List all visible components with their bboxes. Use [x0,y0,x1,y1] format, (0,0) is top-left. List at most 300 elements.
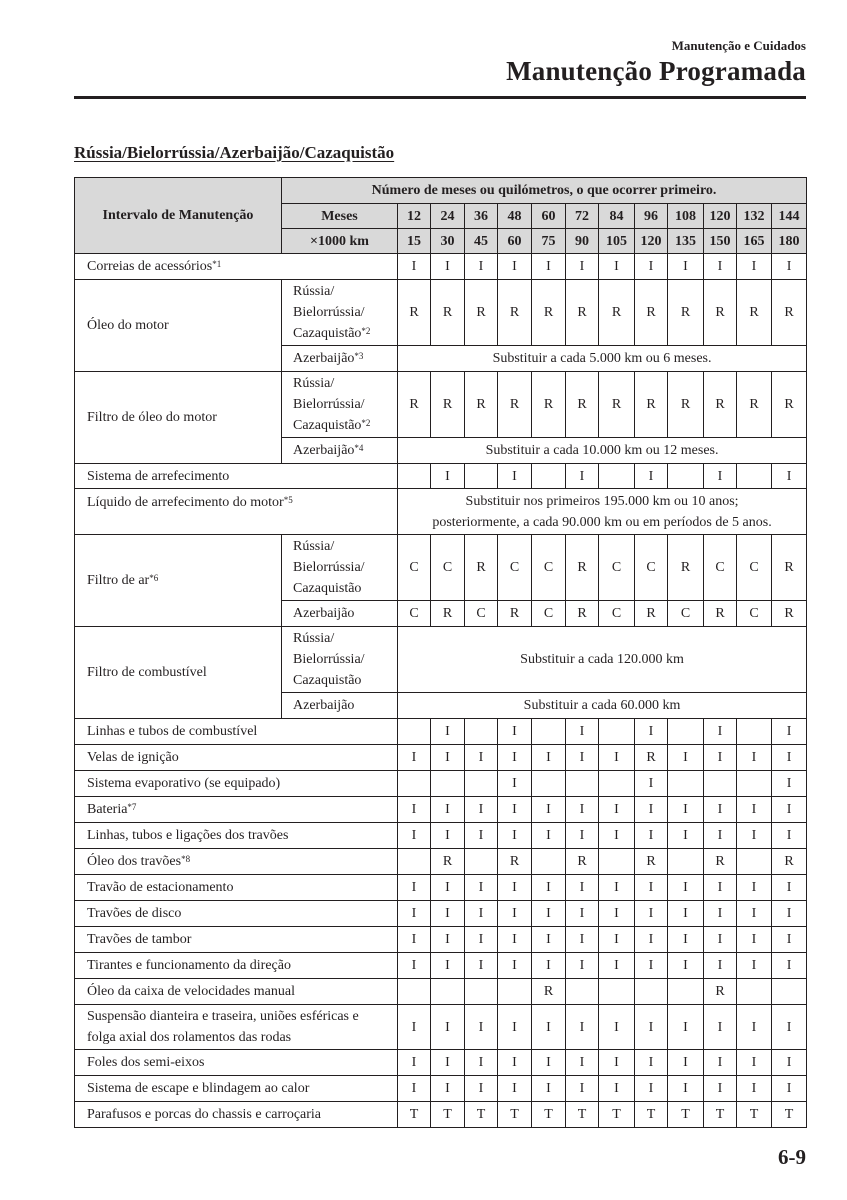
schedule-cell: I [431,823,465,849]
row-label: Sistema evaporativo (se equipado) [75,771,398,797]
schedule-cell: R [668,372,704,438]
interval-header-cell: 180 [772,229,807,254]
schedule-cell: I [465,927,498,953]
schedule-cell: R [704,280,737,346]
schedule-cell: I [635,953,668,979]
schedule-cell: I [737,1076,772,1102]
schedule-cell: I [532,254,566,280]
schedule-cell: T [737,1102,772,1128]
schedule-cell: R [635,745,668,771]
schedule-cell: R [566,280,599,346]
schedule-cell: I [566,901,599,927]
schedule-cell: I [668,797,704,823]
schedule-cell: I [668,1076,704,1102]
row-label: Travão de estacionamento [75,875,398,901]
schedule-cell: I [532,953,566,979]
schedule-cell [599,979,635,1005]
span-text: Substituir a cada 10.000 km ou 12 meses. [398,438,807,464]
schedule-cell: T [668,1102,704,1128]
row-filtro-comb [75,627,807,693]
schedule-cell [398,464,431,489]
schedule-cell: C [532,601,566,627]
interval-header-cell: 84 [599,204,635,229]
schedule-cell: I [498,1076,532,1102]
schedule-cell: I [431,1005,465,1050]
months-label: Meses [282,204,398,229]
schedule-cell: R [772,601,807,627]
schedule-cell [737,719,772,745]
schedule-cell: I [599,1076,635,1102]
row-label: Óleo da caixa de velocidades manual [75,979,398,1005]
schedule-cell: R [532,280,566,346]
schedule-cell [737,979,772,1005]
schedule-cell: R [599,372,635,438]
schedule-cell: R [465,372,498,438]
row-foles [75,1050,807,1076]
schedule-cell: R [737,372,772,438]
schedule-cell: C [635,535,668,601]
schedule-cell: I [498,953,532,979]
schedule-cell [737,464,772,489]
schedule-cell: I [704,1050,737,1076]
schedule-cell: R [532,372,566,438]
schedule-cell: I [668,254,704,280]
schedule-cell [398,719,431,745]
span-text: Substituir nos primeiros 195.000 km ou 10 anos; posteriormente, a cada 90.000 km ou em períodos de 5 anos. [398,489,807,535]
schedule-cell: R [431,601,465,627]
schedule-cell: I [566,745,599,771]
schedule-cell: I [635,875,668,901]
sub-label: Rússia/ Bielorrússia/ Cazaquistão$^{*2}$ [282,280,398,346]
schedule-cell: I [398,901,431,927]
schedule-cell: R [599,280,635,346]
row-label: Linhas e tubos de combustível [75,719,398,745]
row-label: Sistema de arrefecimento [75,464,398,489]
interval-header-cell: 132 [737,204,772,229]
schedule-cell: I [704,254,737,280]
schedule-cell: I [772,719,807,745]
schedule-cell: I [566,1005,599,1050]
schedule-cell: I [737,953,772,979]
row-label: Tirantes e funcionamento da direção [75,953,398,979]
row-velas [75,745,807,771]
schedule-cell: I [498,1050,532,1076]
schedule-cell: I [599,953,635,979]
schedule-cell: T [704,1102,737,1128]
schedule-cell: I [465,254,498,280]
schedule-cell: R [566,601,599,627]
schedule-cell: I [599,875,635,901]
schedule-cell: I [635,719,668,745]
schedule-cell: I [465,875,498,901]
interval-header-cell: 144 [772,204,807,229]
schedule-cell: I [398,875,431,901]
schedule-cell [465,771,498,797]
schedule-cell: I [668,901,704,927]
schedule-cell: I [704,875,737,901]
schedule-cell: R [431,849,465,875]
schedule-cell [532,771,566,797]
schedule-cell: I [668,875,704,901]
schedule-cell: R [532,979,566,1005]
schedule-cell: T [635,1102,668,1128]
schedule-cell: I [398,254,431,280]
interval-header-cell: 36 [465,204,498,229]
schedule-cell: C [398,535,431,601]
schedule-cell [465,719,498,745]
row-label: Filtro de combustível [75,627,282,719]
schedule-cell: I [532,1005,566,1050]
schedule-cell [431,771,465,797]
interval-header-cell: 45 [465,229,498,254]
row-label: Filtro de $ar^{*6}$ [75,535,282,627]
row-filtro-oleo [75,372,807,438]
schedule-cell: R [498,601,532,627]
schedule-cell [668,979,704,1005]
schedule-cell: I [635,927,668,953]
interval-header-cell: 165 [737,229,772,254]
schedule-cell: I [599,901,635,927]
sub-label: Azerbaijão [282,693,398,719]
schedule-cell: I [398,745,431,771]
schedule-cell: R [635,372,668,438]
header-row-top [75,178,807,204]
schedule-cell: I [772,771,807,797]
schedule-cell: I [566,1050,599,1076]
schedule-cell: R [398,372,431,438]
schedule-cell: I [704,901,737,927]
schedule-cell: I [772,1050,807,1076]
schedule-cell: I [737,745,772,771]
row-tambor [75,927,807,953]
schedule-cell: R [566,535,599,601]
schedule-cell [465,464,498,489]
km-label: ×1000 km [282,229,398,254]
schedule-cell: C [532,535,566,601]
schedule-cell: I [772,823,807,849]
schedule-cell [599,849,635,875]
schedule-cell: I [772,254,807,280]
schedule-cell: I [566,953,599,979]
schedule-cell: R [566,849,599,875]
schedule-cell: I [704,1005,737,1050]
schedule-cell: I [599,1050,635,1076]
schedule-cell: I [465,823,498,849]
row-label: Foles dos semi-eixos [75,1050,398,1076]
maintenance-schedule-table [74,177,807,1128]
schedule-cell [498,979,532,1005]
interval-header-cell: 120 [635,229,668,254]
schedule-cell: T [431,1102,465,1128]
schedule-cell: I [772,953,807,979]
schedule-cell: I [532,1076,566,1102]
schedule-cell: I [635,901,668,927]
schedule-cell: I [772,1076,807,1102]
schedule-cell: I [635,1050,668,1076]
interval-header-cell: 60 [498,229,532,254]
schedule-cell [737,771,772,797]
schedule-cell: R [704,849,737,875]
schedule-cell: I [566,927,599,953]
schedule-cell [532,849,566,875]
row-label: Parafusos e porcas do chassis e carroçaria [75,1102,398,1128]
schedule-cell [532,464,566,489]
schedule-cell: R [498,280,532,346]
sub-label: Azerbaijão [282,601,398,627]
schedule-cell: T [772,1102,807,1128]
schedule-cell [398,849,431,875]
schedule-cell: I [532,1050,566,1076]
schedule-cell [532,719,566,745]
schedule-cell: I [498,1005,532,1050]
schedule-cell [566,979,599,1005]
schedule-cell: I [532,745,566,771]
schedule-cell: I [772,875,807,901]
row-linhas-comb [75,719,807,745]
schedule-cell [704,771,737,797]
schedule-cell: R [465,535,498,601]
interval-header-cell: 48 [498,204,532,229]
schedule-cell: I [498,901,532,927]
interval-header-cell: 12 [398,204,431,229]
schedule-cell: I [431,1076,465,1102]
schedule-cell: I [566,823,599,849]
schedule-cell: I [566,464,599,489]
schedule-cell: R [772,280,807,346]
chapter-title: Manutenção e Cuidados [671,38,806,53]
schedule-cell: I [668,953,704,979]
schedule-cell: I [599,254,635,280]
schedule-cell: I [635,1005,668,1050]
interval-header-cell: 72 [566,204,599,229]
schedule-cell: I [431,953,465,979]
schedule-cell: R [635,280,668,346]
interval-header-cell: 96 [635,204,668,229]
schedule-cell: T [532,1102,566,1128]
schedule-cell: R [772,372,807,438]
schedule-cell: I [737,254,772,280]
interval-header-cell: 60 [532,204,566,229]
schedule-cell: I [635,797,668,823]
schedule-cell: C [704,535,737,601]
schedule-cell: I [599,1005,635,1050]
schedule-cell [599,771,635,797]
interval-header-cell: 108 [668,204,704,229]
schedule-cell: I [635,254,668,280]
row-oleo-motor [75,280,807,346]
interval-header-cell: 30 [431,229,465,254]
row-filtro-ar [75,535,807,601]
schedule-cell: I [431,927,465,953]
schedule-cell: I [704,797,737,823]
sub-label: Rússia/ Bielorrússia/ Cazaquistão [282,535,398,601]
schedule-cell: I [465,901,498,927]
schedule-cell: I [532,797,566,823]
schedule-cell: I [737,1005,772,1050]
schedule-cell: I [704,464,737,489]
schedule-cell: R [431,280,465,346]
row-label: Linhas, tubos e ligações dos travões [75,823,398,849]
schedule-cell: R [635,849,668,875]
schedule-cell: R [465,280,498,346]
row-label: Velas de ignição [75,745,398,771]
schedule-cell: I [532,927,566,953]
schedule-cell: I [431,901,465,927]
schedule-cell [668,849,704,875]
schedule-cell: I [498,823,532,849]
schedule-cell: T [566,1102,599,1128]
schedule-cell: I [737,927,772,953]
schedule-cell: I [498,719,532,745]
row-evaporativo [75,771,807,797]
sub-label: Rússia/ Bielorrússia/ Cazaquistão$^{*2}$ [282,372,398,438]
schedule-cell [398,771,431,797]
schedule-cell [635,979,668,1005]
schedule-cell: I [498,797,532,823]
schedule-cell [599,464,635,489]
schedule-cell: R [398,280,431,346]
row-label: Sistema de escape e blindagem ao calor [75,1076,398,1102]
schedule-cell: I [498,464,532,489]
schedule-cell: I [398,1005,431,1050]
schedule-cell: I [599,927,635,953]
schedule-cell: I [398,797,431,823]
schedule-cell: I [737,901,772,927]
row-escape [75,1076,807,1102]
interval-header-cell: 120 [704,204,737,229]
schedule-cell: I [498,254,532,280]
schedule-cell [599,719,635,745]
schedule-cell [668,464,704,489]
schedule-cell: I [498,927,532,953]
schedule-cell: I [566,797,599,823]
schedule-cell: I [737,875,772,901]
span-text: Substituir a cada 5.000 km ou 6 meses. [398,346,807,372]
schedule-cell: I [498,771,532,797]
schedule-cell: I [431,719,465,745]
schedule-cell [431,979,465,1005]
interval-header-cell: 135 [668,229,704,254]
header-rule [74,96,806,99]
schedule-cell: I [465,1005,498,1050]
schedule-cell: I [532,901,566,927]
schedule-cell [398,979,431,1005]
schedule-cell: C [599,601,635,627]
schedule-cell: I [668,927,704,953]
schedule-cell: R [704,372,737,438]
schedule-cell [668,719,704,745]
row-direcao [75,953,807,979]
schedule-cell: I [704,953,737,979]
schedule-cell: I [431,1050,465,1076]
schedule-cell: I [498,875,532,901]
schedule-cell: R [498,372,532,438]
schedule-cell: I [465,797,498,823]
schedule-cell: T [398,1102,431,1128]
schedule-cell: I [772,901,807,927]
schedule-cell: I [668,823,704,849]
schedule-cell: I [398,1050,431,1076]
schedule-cell: C [498,535,532,601]
schedule-cell: I [704,745,737,771]
schedule-cell: I [566,875,599,901]
schedule-cell: I [566,1076,599,1102]
schedule-cell: R [737,280,772,346]
schedule-cell: I [635,771,668,797]
schedule-cell: I [566,254,599,280]
row-label: Óleo dos travões$^{*8}$ [75,849,398,875]
schedule-cell: R [772,535,807,601]
schedule-cell [566,771,599,797]
schedule-cell: R [668,535,704,601]
schedule-cell: I [668,1050,704,1076]
interval-header: Intervalo de Manutenção [75,178,282,254]
schedule-cell: C [737,601,772,627]
schedule-cell: I [465,953,498,979]
schedule-cell: C [737,535,772,601]
row-suspensao [75,1005,807,1050]
schedule-cell: T [498,1102,532,1128]
interval-header-cell: 24 [431,204,465,229]
schedule-cell: R [566,372,599,438]
schedule-cell: I [498,745,532,771]
schedule-cell: I [737,797,772,823]
schedule-cell: I [737,823,772,849]
schedule-cell: I [737,1050,772,1076]
schedule-cell: I [599,797,635,823]
schedule-cell: R [431,372,465,438]
schedule-cell: R [704,979,737,1005]
schedule-cell: I [635,1076,668,1102]
schedule-cell: R [668,280,704,346]
schedule-cell: I [431,464,465,489]
schedule-cell: I [772,797,807,823]
schedule-cell: I [772,1005,807,1050]
schedule-cell: C [398,601,431,627]
schedule-cell: I [635,823,668,849]
interval-header-cell: 105 [599,229,635,254]
schedule-cell: R [498,849,532,875]
row-arrefecimento [75,464,807,489]
row-label: Óleo do motor [75,280,282,372]
page-title: Manutenção Programada [506,56,806,86]
interval-header-cell: 90 [566,229,599,254]
schedule-cell: I [704,927,737,953]
schedule-cell: I [465,1076,498,1102]
row-label: Correias de acessórios$^{*1}$ [75,254,398,280]
schedule-cell [465,849,498,875]
row-parafusos [75,1102,807,1128]
row-disco [75,901,807,927]
schedule-cell: I [599,823,635,849]
row-linhas-travoes [75,823,807,849]
span-text: Substituir a cada 60.000 km [398,693,807,719]
row-oleo-travoes [75,849,807,875]
schedule-cell: I [431,797,465,823]
schedule-cell: I [398,823,431,849]
row-liquido [75,489,807,535]
row-bateria [75,797,807,823]
schedule-cell: I [599,745,635,771]
schedule-cell: I [772,464,807,489]
schedule-cell: I [398,927,431,953]
schedule-cell: I [431,745,465,771]
schedule-cell: I [704,719,737,745]
schedule-cell: I [431,875,465,901]
schedule-cell: I [704,1076,737,1102]
row-estacionamento [75,875,807,901]
schedule-cell: C [465,601,498,627]
